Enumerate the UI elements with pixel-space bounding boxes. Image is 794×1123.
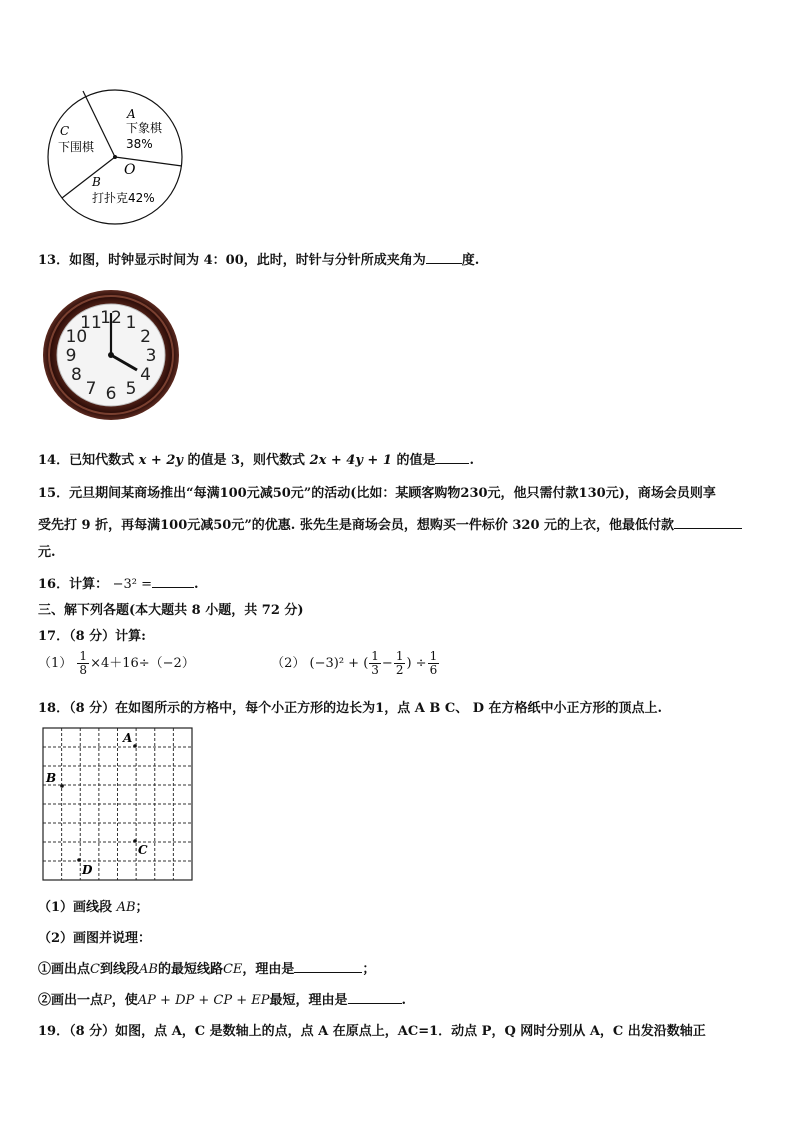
q13-text-after: 度. xyxy=(461,253,480,268)
q13-blank[interactable] xyxy=(426,251,462,264)
q16-blank[interactable] xyxy=(152,575,194,588)
q18-item1-e: ，理由是 xyxy=(242,962,295,977)
grid-label-c: C xyxy=(138,843,148,857)
q17-p2-label: （2） xyxy=(271,656,306,671)
question-15-line1: 15．元旦期间某商场推出“每满100元减50元”的活动(比如：某顾客购物230元，他只需付款130元)，商场会员则享 xyxy=(38,486,716,501)
q17-p2-minus: − xyxy=(381,656,393,671)
q18-item2-c: 最短，理由是 xyxy=(269,993,348,1008)
q17-p1-fraction: $\frac{1}{8}$ xyxy=(79,649,88,677)
question-19: 19．（8 分）如图，点 A，C 是数轴上的点，点 A 在原点上，AC=1．动点 P，Q 网时分别从 A，C 出发沿数轴正 xyxy=(38,1024,706,1039)
question-17-parts xyxy=(38,650,440,677)
question-18-item2 xyxy=(38,989,406,1008)
grid-label-d: D xyxy=(82,863,93,877)
q17-p1-label: （1） xyxy=(38,656,73,671)
question-18-item1 xyxy=(38,958,375,977)
q17-p2-frac2: $\frac{1}{2}$ xyxy=(395,649,404,677)
q16-expr: −3² = xyxy=(112,577,153,592)
q18-item2-blank[interactable] xyxy=(348,991,402,1004)
clock-numeral-10: 10 xyxy=(65,327,88,347)
clock-numeral-1: 1 xyxy=(125,313,137,334)
clock-numeral-6: 6 xyxy=(105,384,117,404)
q18-item1-blank[interactable] xyxy=(294,960,362,973)
grid-figure xyxy=(42,727,194,882)
q17-p1-rest: ×4＋16÷（−2） xyxy=(90,656,195,671)
q18-item2-end: . xyxy=(401,993,407,1008)
clock-numeral-4: 4 xyxy=(140,365,152,385)
clock-numeral-11: 11 xyxy=(80,313,102,334)
q18-item2-b: ，使 xyxy=(111,993,138,1008)
clock-image xyxy=(42,289,180,421)
q14-expr2: 2x + 4y + 1 xyxy=(309,453,392,468)
q17-p2-frac1: $\frac{1}{3}$ xyxy=(371,649,379,677)
question-15-line3: 元. xyxy=(38,545,56,560)
pie-a-pct: 38% xyxy=(126,137,153,151)
q14-part1: 14．已知代数式 xyxy=(38,453,135,468)
question-18-title: 18．（8 分）在如图所示的方格中，每个小正方形的边长为1，点 A B C、 D 在方格纸中小正方形的顶点上. xyxy=(38,701,663,716)
q14-end: . xyxy=(469,453,474,468)
grid-label-a: A xyxy=(123,731,133,745)
pie-b-letter: B xyxy=(92,175,101,189)
question-17-title: 17．（8 分）计算: xyxy=(38,629,146,644)
question-13 xyxy=(38,249,479,268)
q17-p2-a: (−3)² + ( xyxy=(309,656,369,671)
q18-item1-end: ； xyxy=(362,962,376,977)
grid-label-b: B xyxy=(46,771,57,785)
section-3-title: 三、解下列各题(本大题共 8 小题，共 72 分) xyxy=(38,603,304,618)
q13-text: 13．如图，时钟显示时间为 4：00，此时，时针与分针所成夹角为 xyxy=(38,253,426,268)
question-16 xyxy=(38,573,199,592)
question-14 xyxy=(38,449,474,468)
clock-numeral-3: 3 xyxy=(145,346,157,366)
q18-item2-a: ②画出一点 xyxy=(38,993,104,1008)
q18-sub1-text: （1）画线段 xyxy=(38,900,113,915)
q18-item2-expr: AP + DP + CP + EP xyxy=(137,993,270,1008)
q18-sub1-end: ； xyxy=(135,900,149,915)
q18-item1-a: ①画出点 xyxy=(38,962,91,977)
q15-line2-text: 受先打 9 折，再每满100元减50元”的优惠. 张先生是商场会员，想购买一件标价 320 元的上衣，他最低付款 xyxy=(38,518,675,533)
q16-end: . xyxy=(194,577,199,592)
q18-item1-ce: CE xyxy=(222,962,243,977)
q18-item1-b: 到线段 xyxy=(99,962,139,977)
pie-c-name: 下围棋 xyxy=(58,140,95,154)
pie-a-name: 下象棋 xyxy=(126,121,163,135)
question-18-sub1 xyxy=(38,896,149,915)
q18-sub1-math: AB xyxy=(116,900,136,915)
clock-numeral-5: 5 xyxy=(125,378,137,399)
pie-b-name: 打扑克42% xyxy=(92,191,155,205)
q18-item2-p: P xyxy=(103,993,112,1008)
q15-blank[interactable] xyxy=(674,516,742,529)
q16-text: 16．计算： xyxy=(38,577,109,592)
q14-part3: 的值是 xyxy=(396,453,436,468)
clock-numeral-12: 12 xyxy=(100,308,122,328)
pie-chart xyxy=(40,84,190,230)
question-15-line2 xyxy=(38,514,742,533)
clock-numeral-2: 2 xyxy=(140,327,152,347)
clock-numeral-8: 8 xyxy=(70,365,82,385)
clock-numeral-7: 7 xyxy=(85,378,97,399)
pie-a-letter: A xyxy=(127,107,136,121)
q14-expr1: x + 2y xyxy=(138,453,183,468)
q14-part2: 的值是 3，则代数式 xyxy=(187,453,306,468)
clock-numeral-9: 9 xyxy=(65,346,77,366)
q14-blank[interactable] xyxy=(435,451,469,464)
pie-c-letter: C xyxy=(60,124,70,138)
q17-p2-frac3: $\frac{1}{6}$ xyxy=(429,649,438,677)
question-18-sub2: （2）画图并说理： xyxy=(38,931,152,946)
q17-p2-b: ) ÷ xyxy=(406,656,427,671)
q18-item1-d: 的最短线路 xyxy=(157,962,223,977)
pie-o-label: O xyxy=(124,162,136,178)
q18-item1-ab: AB xyxy=(138,962,158,977)
q18-item1-c: C xyxy=(90,962,100,977)
